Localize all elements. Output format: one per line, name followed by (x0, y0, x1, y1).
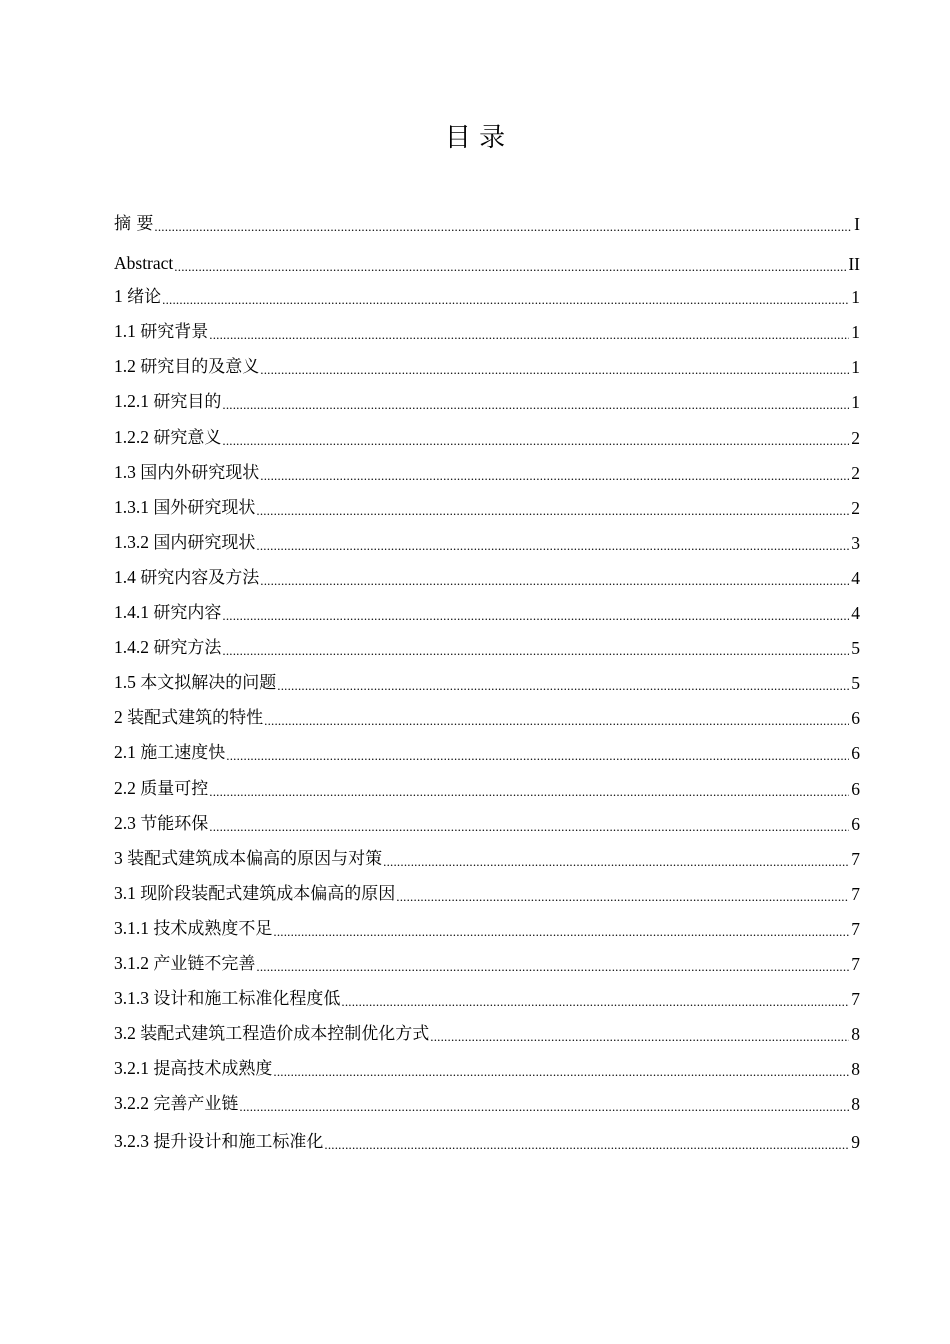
toc-entry-label (114, 704, 263, 731)
toc-entry-label (114, 880, 395, 907)
toc-dot-leader (430, 1021, 849, 1047)
toc-entry-number: 2.1 (114, 742, 141, 762)
toc-entry[interactable] (114, 846, 860, 872)
toc-entry-label (114, 250, 173, 277)
toc-entry-text: 国内研究现状 (153, 533, 256, 553)
toc-entry-label (114, 810, 208, 837)
toc-page-number: 7 (851, 849, 860, 869)
toc-entry-label (114, 459, 259, 486)
toc-entry[interactable] (114, 530, 860, 556)
toc-entry[interactable] (114, 881, 860, 907)
toc-entry-number: 2 (114, 707, 128, 727)
toc-entry-text: 研究方法 (153, 638, 222, 658)
toc-page-number: 6 (851, 779, 860, 799)
toc-entry-number: 3.1.2 (114, 953, 154, 973)
toc-dot-leader (222, 389, 849, 415)
toc-dot-leader (324, 1129, 849, 1155)
toc-entry-label (114, 1055, 272, 1082)
toc-entry[interactable] (114, 740, 860, 766)
toc-entry[interactable] (114, 284, 860, 310)
toc-entry-number: 3.1 (114, 883, 141, 903)
toc-entry[interactable] (114, 635, 860, 661)
toc-entry[interactable] (114, 916, 860, 942)
toc-entry-text: 本文拟解决的问题 (140, 673, 277, 693)
toc-entry-text: 提升设计和施工标准化 (153, 1132, 324, 1152)
toc-entry[interactable] (114, 425, 860, 451)
toc-dot-leader (222, 635, 849, 661)
toc-entry-number: 3.2.1 (114, 1058, 154, 1078)
toc-dot-leader (273, 916, 849, 942)
toc-entry-label (114, 424, 221, 451)
toc-entry-number: 1.5 (114, 672, 141, 692)
toc-entry-text: 设计和施工标准化程度低 (153, 989, 341, 1009)
toc-dot-leader (273, 1056, 849, 1082)
toc-entry[interactable] (114, 1021, 860, 1047)
toc-entry-label (114, 985, 340, 1012)
toc-entry-text: 装配式建筑工程造价成本控制优化方式 (140, 1024, 430, 1044)
toc-entry-number: 1.2 (114, 356, 141, 376)
toc-dot-leader (396, 881, 849, 907)
toc-entry-text: 技术成熟度不足 (153, 919, 273, 939)
toc-page-number: 1 (851, 357, 860, 377)
toc-entry-text: 装配式建筑的特性 (127, 708, 264, 728)
toc-dot-leader (209, 811, 849, 837)
toc-entry[interactable] (114, 211, 860, 237)
toc-entry-number: 1.3 (114, 462, 141, 482)
toc-dot-leader (264, 705, 849, 731)
toc-entry-label (114, 564, 259, 591)
toc-entry[interactable] (114, 1056, 860, 1082)
toc-page-number: 2 (851, 463, 860, 483)
toc-page-number: 2 (851, 498, 860, 518)
toc-entry[interactable] (114, 951, 860, 977)
toc-entry-text: 质量可控 (140, 779, 209, 799)
toc-entry-text: 装配式建筑成本偏高的原因与对策 (127, 849, 383, 869)
toc-entry-text: 完善产业链 (153, 1094, 239, 1114)
toc-entry-number: 3.2.2 (114, 1093, 154, 1113)
toc-dot-leader (341, 986, 849, 1012)
toc-entry[interactable] (114, 986, 860, 1012)
toc-dot-leader (162, 284, 849, 310)
toc-entry[interactable] (114, 811, 860, 837)
toc-entry-label (114, 739, 225, 766)
toc-entry-text: 摘 要 (114, 214, 154, 234)
toc-page-number: 4 (851, 603, 860, 623)
toc-entry-label (114, 1128, 323, 1155)
toc-page-number: 5 (851, 673, 860, 693)
toc-entry-number: 1.3.2 (114, 532, 154, 552)
toc-entry-text: 施工速度快 (140, 743, 226, 763)
toc-entry-label (114, 353, 259, 380)
toc-entry-label (114, 845, 382, 872)
toc-entry[interactable] (114, 600, 860, 626)
toc-page-number: 7 (851, 884, 860, 904)
toc-entry-number: 3.2 (114, 1023, 141, 1043)
toc-entry[interactable] (114, 495, 860, 521)
toc-entry-label (114, 1090, 238, 1117)
toc-page-number: 6 (851, 743, 860, 763)
toc-entry-number: 1.1 (114, 321, 141, 341)
toc-dot-leader (256, 530, 849, 556)
page-title: 目 录 (444, 123, 506, 153)
toc-page-number: 2 (851, 428, 860, 448)
toc-entry-label (114, 669, 276, 696)
toc-entry-number: 3.2.3 (114, 1131, 154, 1151)
toc-page-number: 7 (851, 919, 860, 939)
toc-entry-label (114, 494, 255, 521)
toc-entry-label (114, 283, 161, 310)
toc-entry-number: 2.3 (114, 813, 141, 833)
toc-page-number: 3 (851, 533, 860, 553)
toc-page-number: 1 (851, 392, 860, 412)
toc-dot-leader (222, 600, 849, 626)
toc-dot-leader (260, 354, 849, 380)
toc-entry-number: 2.2 (114, 778, 141, 798)
toc-entry-label (114, 634, 221, 661)
toc-page-number: 8 (851, 1094, 860, 1114)
toc-page-number: 4 (851, 568, 860, 588)
toc-entry[interactable] (114, 319, 860, 345)
toc-entry-text: 研究内容 (153, 603, 222, 623)
toc-page-number: 1 (851, 322, 860, 342)
toc-dot-leader (226, 740, 849, 766)
toc-page-number: 1 (851, 287, 860, 307)
toc-page-number: I (854, 214, 860, 234)
toc-page-number: 6 (851, 814, 860, 834)
toc-entry[interactable] (114, 460, 860, 486)
toc-entry-number: 1.2.2 (114, 427, 154, 447)
toc-entry[interactable] (114, 1129, 860, 1155)
toc-entry-text: 研究内容及方法 (140, 568, 260, 588)
toc-entry-number: 1 (114, 286, 128, 306)
toc-entry[interactable] (114, 565, 860, 591)
toc-page-number: 7 (851, 954, 860, 974)
toc-page-number: 8 (851, 1059, 860, 1079)
toc-page-number: 6 (851, 708, 860, 728)
toc-dot-leader (239, 1091, 849, 1117)
toc-entry[interactable] (114, 670, 860, 696)
toc-entry[interactable] (114, 389, 860, 415)
toc-entry-text: 现阶段装配式建筑成本偏高的原因 (140, 884, 396, 904)
toc-page-number: 5 (851, 638, 860, 658)
toc-entry[interactable] (114, 354, 860, 380)
toc-dot-leader (260, 565, 849, 591)
toc-entry-text: 研究目的及意义 (140, 357, 260, 377)
toc-entry-text: 研究目的 (153, 392, 222, 412)
toc-entry-text: 提高技术成熟度 (153, 1059, 273, 1079)
toc-entry-text: 产业链不完善 (153, 954, 256, 974)
toc-dot-leader (256, 951, 849, 977)
toc-entry-text: Abstract (114, 253, 174, 273)
toc-entry-text: 节能环保 (140, 814, 209, 834)
toc-entry-label (114, 529, 255, 556)
toc-entry[interactable] (114, 251, 860, 277)
toc-entry-label (114, 1020, 429, 1047)
toc-entry-text: 研究意义 (153, 428, 222, 448)
toc-entry-text: 国内外研究现状 (140, 463, 260, 483)
toc-entry-label (114, 599, 221, 626)
toc-page-number: 7 (851, 989, 860, 1009)
toc-entry-label (114, 915, 272, 942)
toc-dot-leader (222, 425, 849, 451)
toc-entry-text: 研究背景 (140, 322, 209, 342)
toc-page-number: II (848, 254, 860, 274)
toc-entry-label (114, 210, 153, 237)
toc-entry-number: 1.4.1 (114, 602, 154, 622)
toc-entry[interactable] (114, 776, 860, 802)
toc-dot-leader (277, 670, 849, 696)
toc-entry-number: 3.1.3 (114, 988, 154, 1008)
toc-dot-leader (256, 495, 849, 521)
toc-entry-number: 1.4.2 (114, 637, 154, 657)
toc-dot-leader (209, 776, 849, 802)
toc-page-number: 8 (851, 1024, 860, 1044)
toc-page-number: 9 (851, 1132, 860, 1152)
toc-dot-leader (174, 251, 846, 277)
toc-entry-text: 国外研究现状 (153, 498, 256, 518)
toc-entry-label (114, 775, 208, 802)
toc-entry-number: 1.3.1 (114, 497, 154, 517)
toc-entry-number: 3 (114, 848, 128, 868)
toc-entry[interactable] (114, 705, 860, 731)
toc-entry-label (114, 950, 255, 977)
toc-entry[interactable] (114, 1091, 860, 1117)
toc-entry-number: 3.1.1 (114, 918, 154, 938)
toc-entry-text: 绪论 (127, 287, 162, 307)
toc-entry-number: 1.4 (114, 567, 141, 587)
toc-entry-label (114, 318, 208, 345)
toc-dot-leader (260, 460, 849, 486)
toc-dot-leader (209, 319, 849, 345)
toc-entry-number: 1.2.1 (114, 391, 154, 411)
toc-dot-leader (383, 846, 849, 872)
toc-dot-leader (154, 211, 852, 237)
toc-entry-label (114, 388, 221, 415)
